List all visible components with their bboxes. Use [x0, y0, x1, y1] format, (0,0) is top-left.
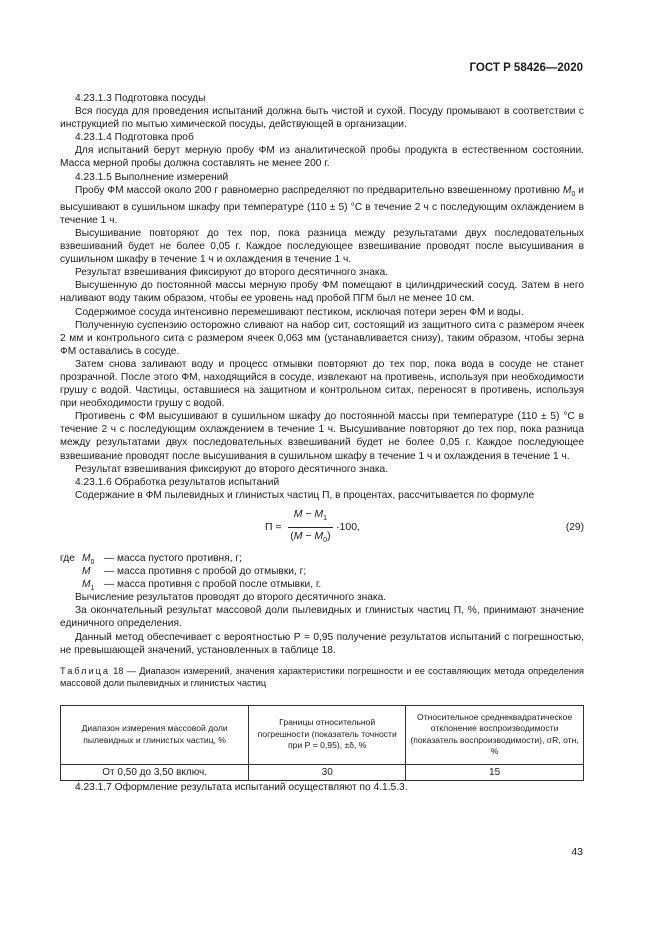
body-text [60, 92, 584, 502]
paragraph: Затем снова заливают воду и процесс отмывки повторяют до тех пор, пока вода в сосуде не станет прозрачной. После этого ФМ, находящийся в сосуде, извлекают на противень, используя при необходимости грушу с водой. Частицы, оставшиеся на защитном и контрольном ситах, переносят в противень, используя при необходимости грушу с водой. [60, 358, 584, 410]
paragraph: Содержимое сосуда интенсивно перемешивают пестиком, исключая потери зерен ФМ и воды. [75, 306, 524, 318]
paragraph: Противень с ФМ высушивают в сушильном шкафу до постоянной массы при температуре (110 ± 5) °С в течение 2 ч с последующим охлаждением в течение 1 ч. Высушивание повторяют до тех пор, пока разница между результатами двух последовательных взвешиваний будет не более 0,05 г. Каждое последующее взвешивание проводят после высушивания в сушильном шкафу в течение 1 ч и охлаждения в течение 1 ч. [60, 411, 584, 462]
table-cell: 30 [249, 764, 406, 780]
closing-paragraph: 4.23.1.7 Оформление результата испытаний осуществляют по 4.1.5.3. [75, 781, 408, 793]
after-formula-text [60, 591, 584, 656]
paragraph: 4.23.1.6 Обработка результатов испытаний [75, 476, 280, 488]
table-cell: От 0,50 до 3,50 включ. [61, 764, 249, 780]
paragraph: 4.23.1.4 Подготовка проб [75, 132, 194, 144]
paragraph: 4.23.1.5 Выполнение измерений [75, 171, 229, 183]
formula-lhs: П [265, 521, 273, 534]
table-row [61, 764, 584, 780]
formula-numerator: $M - M_1$ [288, 508, 333, 528]
formula-denominator: $(M - M_0)$ [290, 530, 331, 545]
variable-legend [60, 552, 584, 591]
paragraph: За окончательный результат массовой доли пылевидных и глинистых частиц П, %, принимают значение единичного определения. [60, 605, 584, 630]
paragraph: Результат взвешивания фиксируют до второго десятичного знака. [75, 463, 389, 475]
table-18 [60, 705, 584, 781]
table-header-row [61, 705, 584, 764]
formula-fraction [288, 508, 333, 547]
paragraph: 4.23.1.3 Подготовка посуды [75, 93, 206, 104]
paragraph: Высушивание повторяют до тех пор, пока разница между результатами двух последовательных взвешиваний будет не более 0,05 г. Каждое последующее взвешивание проводят после высушивания в сушильном шкафу в течение 1 ч и охлаждения в течение 1 ч. [60, 227, 584, 266]
paragraph: Вся посуда для проведения испытаний должна быть чистой и сухой. Посуду промывают в соответствии с инструкцией по мытью химической посуды, действующей в организации. [60, 106, 584, 131]
paragraph: Высушенную до постоянной массы мерную пробу ФМ помещают в цилиндрический сосуд. Затем в него наливают воду таким образом, чтобы ее уровень над пробой ПГМ был не менее 10 см. [60, 280, 584, 305]
paragraph: Для испытаний берут мерную пробу ФМ из аналитической пробы продукта в естественном состоянии. Масса мерной пробы должна составлять не менее 200 г. [60, 145, 584, 170]
legend-row: M — масса противня с пробой до отмывки, г; [82, 566, 307, 578]
table-header-sigma: Относительное среднеквадратическое отклонение воспроизводимости (показатель воспроизводимости), σR, отн, % [406, 705, 584, 764]
paragraph: Пробу ФМ массой около 200 г равномерно распределяют по предварительно взвешенному противню $M_0$ и высушивают в сушильном шкафу при температуре (110 ± 5) °С в течение 2 ч с последующим охлаждением в течение 1 ч. [60, 184, 584, 226]
paragraph: Результат взвешивания фиксируют до второго десятичного знака. [75, 267, 389, 279]
formula-equals: = [275, 521, 282, 534]
paragraph: Полученную суспензию осторожно сливают на набор сит, состоящий из защитного сита с размером ячеек 2 мм и контрольного сита с размером ячеек 0,063 мм (устанавливается снизу), таким образом, чтобы зерна ФМ оставались в сосуде. [60, 319, 584, 357]
paragraph: Содержание в ФМ пылевидных и глинистых частиц П, в процентах, рассчитывается по формуле [75, 489, 535, 501]
formula-29 [60, 508, 584, 548]
paragraph: Данный метод обеспечивает с вероятностью Р = 0,95 получение результатов испытаний с погрешностью, не превышающей значений, установленных в таблице 18. [60, 631, 584, 656]
paragraph: Вычисление результатов проводят до второго десятичного знака. [75, 592, 387, 604]
content [60, 92, 584, 794]
formula-multiplier: ·100, [336, 521, 360, 534]
table-cell: 15 [406, 764, 584, 780]
formula-expression [265, 508, 360, 548]
page-number: 43 [571, 846, 583, 858]
table-caption: Таблица 18 — Диапазон измерений, значения характеристики погрешности и ее составляющих метода определения массовой доли пылевидных и глинистых частиц [60, 665, 584, 688]
legend-row: где $M_0$ — масса пустого противня, г; [60, 552, 242, 566]
legend-row: $M_1$ — масса противня с пробой после отмывки, г. [82, 579, 322, 593]
table-header-range: Диапазон измерения массовой доли пылевидных и глинистых частиц, % [61, 705, 249, 764]
document-id: ГОСТ Р 58426—2020 [469, 62, 583, 74]
formula-number: (29) [565, 521, 584, 533]
table-header-error: Границы относительной погрешности (показатель точности при Р = 0,95), ±δ, % [249, 705, 406, 764]
